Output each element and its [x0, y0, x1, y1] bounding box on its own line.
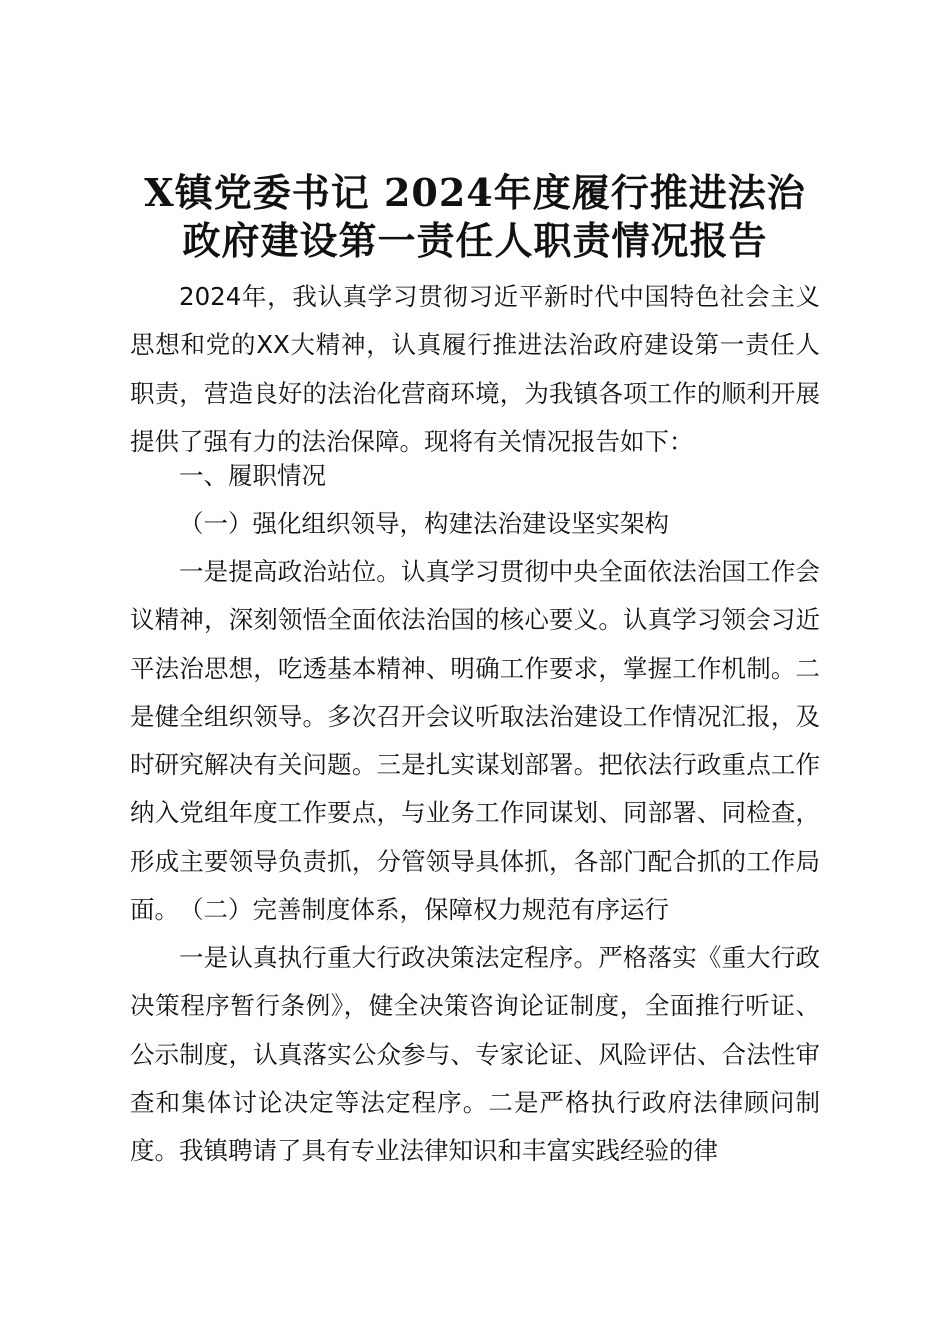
intro-text: 2024年，我认真学习贯彻习近平新时代中国特色社会主义思想和党的XX大精神，认真履行推进法治政府建设第一责任人职责，营造良好的法治化营商环境，为我镇各项工作的顺利开展提供了强有力的法治保障。现将有关情况报告如下：: [130, 282, 820, 456]
document-title-line-2: 政府建设第一责任人职责情况报告: [182, 218, 768, 263]
subsection2-paragraph: [130, 934, 820, 1175]
document-title-line-1: X镇党委书记 2024年度履行推进法治: [144, 170, 806, 215]
intro-paragraph: [130, 273, 820, 466]
subsection1-body: 一是提高政治站位。认真学习贯彻中央全面依法治国工作会议精神，深刻领悟全面依法治国的核心要义。认真学习领会习近平法治思想，吃透基本精神、明确工作要求，掌握工作机制。二是健全组织领导。多次召开会议听取法治建设工作情况汇报，及时研究解决有关问题。三是扎实谋划部署。把依法行政重点工作纳入党组年度工作要点，与业务工作同谋划、同部署、同检查，形成主要领导负责抓，分管领导具体抓，各部门配合抓的工作局面。: [130, 557, 820, 925]
subsection2-heading: （二）完善制度体系，保障权力规范有序运行: [179, 895, 669, 924]
subsection2-body: 一是认真执行重大行政决策法定程序。严格落实《重大行政决策程序暂行条例》，健全决策咨询论证制度，全面推行听证、公示制度，认真落实公众参与、专家论证、风险评估、合法性审查和集体讨论决定等法定程序。二是严格执行政府法律顾问制度。我镇聘请了具有专业法律知识和丰富实践经验的律: [130, 943, 820, 1166]
subsection1-paragraph: [130, 548, 820, 934]
subsection1-heading: （一）强化组织领导，构建法治建设坚实架构: [179, 509, 669, 538]
section1-heading: 一、履职情况: [179, 461, 326, 490]
section-heading: [130, 452, 820, 500]
subsection-heading: [130, 886, 820, 934]
subsection-heading: [130, 500, 820, 548]
